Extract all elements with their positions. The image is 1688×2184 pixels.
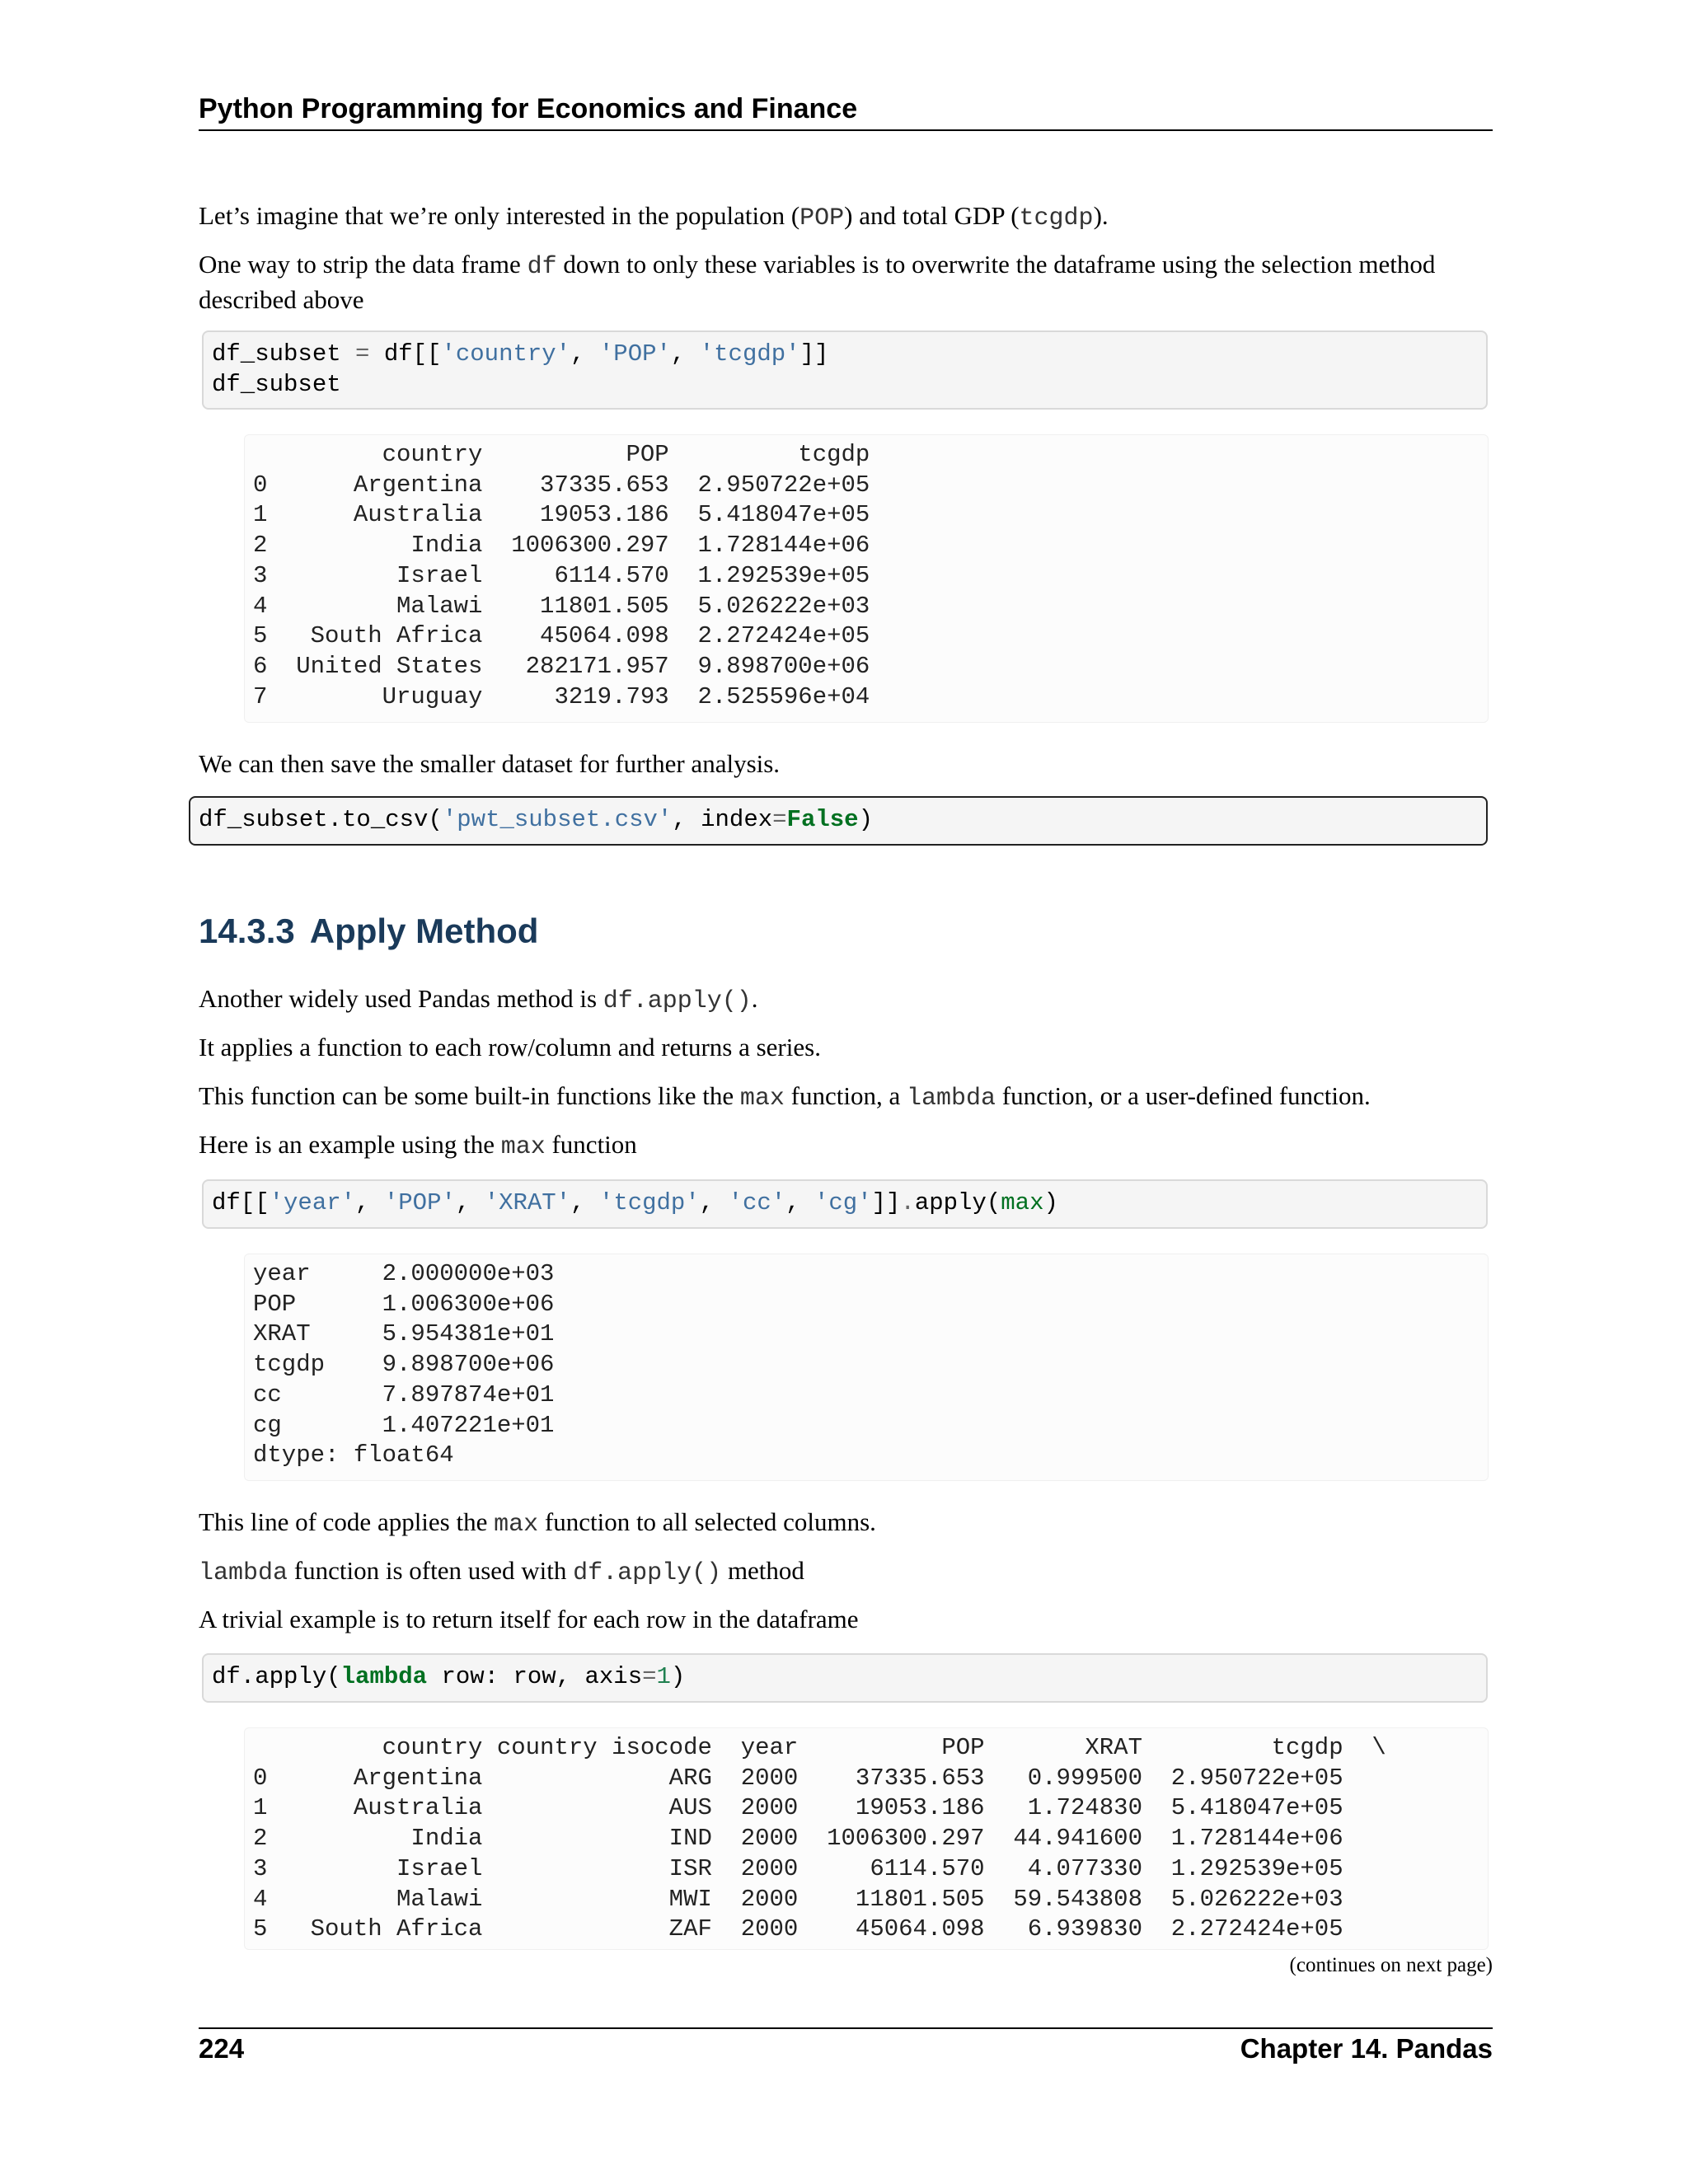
inline-code-df-apply: df.apply() (603, 987, 752, 1015)
code-cell-apply-max[interactable]: df[['year', 'POP', 'XRAT', 'tcgdp', 'cc', 'cg']].apply(max) (202, 1179, 1488, 1229)
inline-code-max-2: max (500, 1133, 546, 1161)
output-max-series: year 2.000000e+03 POP 1.006300e+06 XRAT 5.954381e+01 tcgdp 9.898700e+06 cc 7.897874e+01 cg 1.407221e+01 dtype: float64 (244, 1254, 1489, 1481)
inline-code-df-apply-2: df.apply() (573, 1559, 722, 1587)
output-lambda-table: country country isocode year POP XRAT tcgdp \ 0 Argentina ARG 2000 37335.653 0.999500 2.950722e+05 1 Australia AUS 2000 19053.186 1.724830 5.418047e+05 2 India IND 2000 1006300.297 44.941600 1.728144e+06 3 Israel ISR 2000 6114.570 4.077330 1.292539e+05 4 Malawi MWI 2000 11801.505 59.543808 5.026222e+03 5 South Africa ZAF 2000 45064.098 6.939830 2.272424e+05 (244, 1727, 1489, 1950)
section-heading: 14.3.3 Apply Method (199, 912, 539, 950)
inline-code-lambda: lambda (906, 1085, 996, 1113)
intro-paragraph-1: Let’s imagine that we’re only interested in the population (POP) and total GDP (tcgdp). (199, 201, 1109, 232)
apply-paragraph-4: Here is an example using the max function (199, 1130, 637, 1161)
inline-code-pop: POP (799, 204, 845, 232)
page-number: 224 (199, 2033, 245, 2064)
code-cell-apply-lambda[interactable]: df.apply(lambda row: row, axis=1) (202, 1653, 1488, 1703)
inline-code-df: df (527, 253, 557, 281)
code-cell-subset[interactable]: df_subset = df[['country', 'POP', 'tcgdp']] df_subset (202, 330, 1488, 410)
inline-code-tcgdp: tcgdp (1019, 204, 1094, 232)
continues-note: (continues on next page) (1289, 1954, 1493, 1976)
after-paragraph-3: A trivial example is to return itself for each row in the dataframe (199, 1605, 859, 1633)
inline-code-lambda-2: lambda (199, 1559, 288, 1587)
save-paragraph: We can then save the smaller dataset for further analysis. (199, 749, 781, 778)
inline-code-max: max (739, 1085, 785, 1113)
inline-code-max-3: max (494, 1511, 539, 1539)
after-paragraph-2: lambda function is often used with df.apply() method (199, 1556, 804, 1587)
output-subset-table: country POP tcgdp 0 Argentina 37335.653 2.950722e+05 1 Australia 19053.186 5.418047e+05 2 India 1006300.297 1.728144e+06 3 Israel 6114.570 1.292539e+05 4 Malawi 11801.505 5.026222e+03 5 South Africa 45064.098 2.272424e+05 6 United States 282171.957 9.898700e+06 7 Uruguay 3219.793 2.525596e+04 (244, 434, 1489, 723)
running-header: Python Programming for Economics and Finance (199, 93, 858, 124)
chapter-label: Chapter 14. Pandas (1240, 2033, 1493, 2064)
apply-paragraph-1: Another widely used Pandas method is df.apply(). (199, 984, 758, 1015)
apply-paragraph-2: It applies a function to each row/column and returns a series. (199, 1033, 821, 1062)
footer-rule (199, 2027, 1493, 2029)
header-rule (199, 129, 1493, 131)
intro-paragraph-2: One way to strip the data frame df down to only these variables is to overwrite the dataframe using the selection method described above (199, 250, 1436, 314)
apply-paragraph-3: This function can be some built-in functions like the max function, a lambda function, or a user-defined function. (199, 1081, 1371, 1113)
after-paragraph-1: This line of code applies the max function to all selected columns. (199, 1507, 876, 1539)
code-cell-to-csv[interactable]: df_subset.to_csv('pwt_subset.csv', index=False) (189, 796, 1488, 846)
